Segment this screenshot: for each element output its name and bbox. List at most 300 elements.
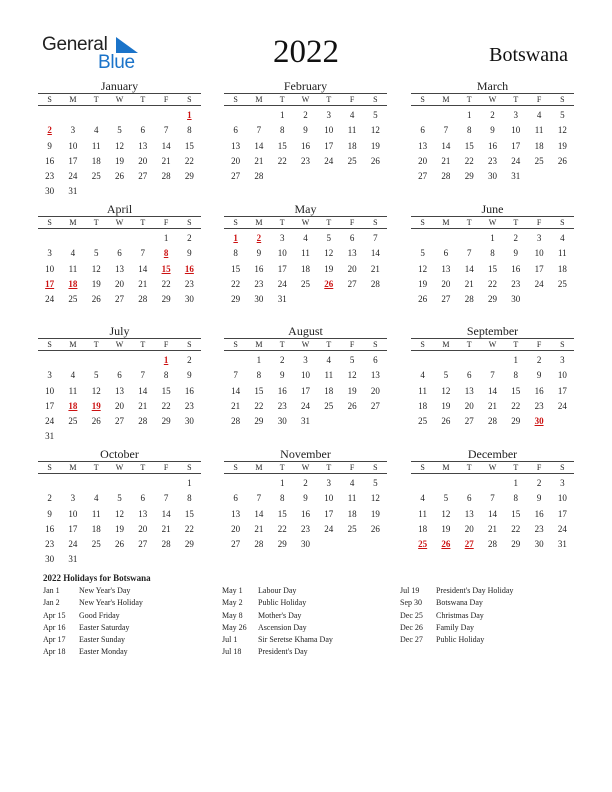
holiday-day-cell: 1 xyxy=(187,110,192,120)
day-cell: 9 xyxy=(187,248,192,259)
empty-day-cell xyxy=(411,353,434,368)
empty-day-cell xyxy=(434,231,457,246)
empty-day-cell xyxy=(224,108,247,123)
day-cell: 4 xyxy=(326,355,332,365)
holiday-name: Public Holiday xyxy=(258,598,307,608)
day-cell: 30 xyxy=(487,171,497,182)
day-cell: 16 xyxy=(511,263,521,274)
day-cell: 20 xyxy=(441,278,451,289)
empty-day-cell xyxy=(458,353,481,368)
holiday-day-cell: 2 xyxy=(256,233,262,243)
day-cell: 25 xyxy=(534,155,544,166)
holiday-name: Ascension Day xyxy=(258,622,307,632)
day-cell: 4 xyxy=(70,370,76,381)
day-cell: 13 xyxy=(370,370,380,381)
day-cell: 22 xyxy=(161,278,171,289)
day-cell: 26 xyxy=(557,155,567,166)
holiday-name: Good Friday xyxy=(79,610,120,620)
day-cell: 20 xyxy=(464,523,474,534)
weekday-label: F xyxy=(163,95,169,104)
day-cell: 24 xyxy=(300,400,310,411)
empty-day-cell xyxy=(224,353,247,368)
month-november xyxy=(224,447,387,552)
day-grid xyxy=(38,476,201,568)
day-cell: 17 xyxy=(68,155,78,166)
weekday-label: S xyxy=(233,218,238,227)
weekday-label: S xyxy=(373,340,378,349)
day-cell: 3 xyxy=(326,478,332,488)
day-cell: 23 xyxy=(300,155,310,166)
weekday-label: T xyxy=(279,218,285,227)
holiday-date: Sep 30 xyxy=(400,598,422,608)
holiday-day-cell: 15 xyxy=(161,263,171,274)
day-cell: 4 xyxy=(536,110,542,120)
day-cell: 16 xyxy=(300,508,310,519)
month-name: December xyxy=(467,447,518,461)
day-cell: 27 xyxy=(138,171,148,182)
weekday-label: S xyxy=(420,340,425,349)
day-cell: 4 xyxy=(420,493,425,504)
day-cell: 19 xyxy=(114,523,124,534)
day-grid xyxy=(224,231,387,307)
weekday-label: F xyxy=(349,95,355,104)
holiday-date: May 26 xyxy=(222,622,247,632)
weekday-label: T xyxy=(513,340,519,349)
holiday-column xyxy=(222,585,400,659)
holiday-day-cell: 16 xyxy=(184,263,194,274)
day-cell: 14 xyxy=(138,263,148,274)
day-cell: 25 xyxy=(68,294,78,305)
day-cell: 5 xyxy=(93,370,99,381)
day-cell: 25 xyxy=(324,400,334,411)
day-cell: 19 xyxy=(441,523,451,534)
day-cell: 3 xyxy=(560,478,565,488)
weekday-header xyxy=(411,461,574,474)
day-cell: 28 xyxy=(231,416,241,427)
day-cell: 4 xyxy=(560,233,565,243)
day-cell: 25 xyxy=(347,155,357,166)
weekday-label: M xyxy=(69,218,77,227)
holiday-entry xyxy=(222,585,400,597)
day-cell: 4 xyxy=(420,370,425,381)
holiday-date: Apr 18 xyxy=(43,647,66,657)
day-cell: 13 xyxy=(418,140,428,151)
holiday-name: Easter Sunday xyxy=(79,635,125,645)
holiday-entry xyxy=(43,585,222,597)
weekday-label: T xyxy=(279,463,285,472)
weekday-label: T xyxy=(326,95,332,104)
day-cell: 3 xyxy=(47,370,52,381)
day-cell: 17 xyxy=(534,263,544,274)
day-cell: 25 xyxy=(300,278,310,289)
empty-day-cell xyxy=(85,353,108,368)
day-cell: 24 xyxy=(277,278,287,289)
day-cell: 18 xyxy=(91,523,101,534)
day-cell: 4 xyxy=(70,248,76,259)
empty-day-cell xyxy=(458,476,481,491)
day-cell: 20 xyxy=(231,523,241,534)
weekday-label: S xyxy=(560,463,565,472)
day-cell: 18 xyxy=(347,508,357,519)
day-cell: 7 xyxy=(256,125,262,136)
day-cell: 29 xyxy=(161,294,171,305)
day-cell: 17 xyxy=(557,385,567,396)
empty-day-cell xyxy=(108,108,131,123)
holiday-entry xyxy=(43,597,222,609)
day-cell: 28 xyxy=(254,539,264,550)
day-grid xyxy=(224,476,387,552)
day-cell: 28 xyxy=(138,294,148,305)
weekday-label: T xyxy=(466,463,472,472)
weekday-label: T xyxy=(140,95,146,104)
month-february xyxy=(224,79,387,184)
day-cell: 11 xyxy=(91,140,101,151)
day-cell: 19 xyxy=(370,140,380,151)
weekday-label: F xyxy=(536,340,542,349)
weekday-label: S xyxy=(420,95,425,104)
holiday-list-title: 2022 Holidays for Botswana xyxy=(43,573,151,583)
day-cell: 5 xyxy=(93,248,99,259)
day-cell: 10 xyxy=(45,385,55,396)
weekday-label: S xyxy=(373,218,378,227)
day-cell: 5 xyxy=(326,233,332,243)
day-cell: 12 xyxy=(91,385,101,396)
month-name: March xyxy=(476,79,509,93)
day-cell: 7 xyxy=(233,370,238,381)
day-cell: 8 xyxy=(513,370,519,381)
day-cell: 15 xyxy=(184,508,194,519)
day-cell: 6 xyxy=(349,233,355,243)
day-cell: 11 xyxy=(91,508,101,519)
empty-day-cell xyxy=(131,353,154,368)
day-cell: 15 xyxy=(231,263,241,274)
weekday-label: F xyxy=(163,218,169,227)
weekday-label: S xyxy=(560,340,565,349)
weekday-label: T xyxy=(466,340,472,349)
weekday-label: S xyxy=(187,218,192,227)
day-cell: 22 xyxy=(254,400,264,411)
day-cell: 9 xyxy=(279,370,285,381)
day-cell: 22 xyxy=(511,523,521,534)
day-cell: 16 xyxy=(487,140,497,151)
day-cell: 10 xyxy=(277,248,287,259)
day-cell: 27 xyxy=(347,278,357,289)
holiday-date: Apr 15 xyxy=(43,610,66,620)
day-cell: 2 xyxy=(536,478,542,488)
day-cell: 3 xyxy=(303,355,308,365)
day-cell: 7 xyxy=(373,233,378,243)
day-grid xyxy=(411,353,574,429)
weekday-label: M xyxy=(69,95,77,104)
day-cell: 7 xyxy=(490,493,495,504)
day-cell: 8 xyxy=(187,125,192,136)
holiday-name: Christmas Day xyxy=(436,610,484,620)
day-cell: 16 xyxy=(184,385,194,396)
day-cell: 22 xyxy=(277,155,287,166)
empty-day-cell xyxy=(61,353,84,368)
weekday-label: S xyxy=(47,340,52,349)
day-cell: 20 xyxy=(418,155,428,166)
weekday-label: T xyxy=(93,218,99,227)
day-cell: 16 xyxy=(277,385,287,396)
month-march xyxy=(411,79,574,184)
weekday-label: S xyxy=(187,340,192,349)
day-cell: 6 xyxy=(117,248,122,259)
day-cell: 3 xyxy=(513,110,519,120)
empty-day-cell xyxy=(108,231,131,246)
month-september xyxy=(411,324,574,429)
day-cell: 29 xyxy=(277,539,287,550)
weekday-label: T xyxy=(93,95,99,104)
day-cell: 30 xyxy=(184,294,194,305)
weekday-label: F xyxy=(536,218,542,227)
holiday-date: Dec 26 xyxy=(400,622,423,632)
weekday-label: S xyxy=(373,95,378,104)
day-cell: 26 xyxy=(91,294,101,305)
day-cell: 10 xyxy=(68,508,78,519)
day-cell: 11 xyxy=(301,248,310,259)
day-cell: 3 xyxy=(70,125,76,136)
day-cell: 11 xyxy=(558,248,567,259)
day-cell: 2 xyxy=(490,110,495,120)
day-cell: 19 xyxy=(347,385,357,396)
day-cell: 30 xyxy=(277,416,287,427)
day-cell: 26 xyxy=(370,523,380,534)
weekday-label: M xyxy=(442,463,450,472)
weekday-label: S xyxy=(560,218,565,227)
day-cell: 28 xyxy=(138,416,148,427)
holiday-entry xyxy=(400,585,580,597)
day-cell: 23 xyxy=(45,539,55,550)
day-cell: 13 xyxy=(464,385,474,396)
day-cell: 22 xyxy=(184,155,194,166)
weekday-label: F xyxy=(349,218,355,227)
empty-day-cell xyxy=(108,476,131,491)
day-cell: 8 xyxy=(513,493,519,504)
holiday-entry xyxy=(400,622,580,634)
weekday-header xyxy=(38,338,201,351)
day-cell: 12 xyxy=(370,125,380,136)
day-cell: 21 xyxy=(161,155,171,166)
day-cell: 17 xyxy=(300,385,310,396)
day-cell: 6 xyxy=(443,248,449,259)
month-name: October xyxy=(100,447,139,461)
day-cell: 26 xyxy=(114,539,124,550)
weekday-header xyxy=(38,461,201,474)
holiday-entry xyxy=(43,622,222,634)
day-cell: 4 xyxy=(93,125,99,136)
day-cell: 1 xyxy=(513,355,519,365)
weekday-label: W xyxy=(301,218,310,227)
day-cell: 14 xyxy=(138,385,148,396)
day-cell: 18 xyxy=(418,400,428,411)
holiday-day-cell: 17 xyxy=(45,278,55,289)
holiday-list xyxy=(43,573,583,659)
weekday-header xyxy=(38,93,201,106)
day-cell: 22 xyxy=(464,155,474,166)
day-cell: 27 xyxy=(231,539,241,550)
day-cell: 24 xyxy=(45,294,55,305)
day-cell: 28 xyxy=(487,416,497,427)
day-cell: 21 xyxy=(464,278,474,289)
day-cell: 23 xyxy=(300,523,310,534)
day-cell: 28 xyxy=(487,539,497,550)
weekday-label: T xyxy=(513,463,519,472)
day-cell: 18 xyxy=(324,385,334,396)
empty-day-cell xyxy=(411,231,434,246)
day-cell: 29 xyxy=(161,416,171,427)
holiday-day-cell: 8 xyxy=(163,248,169,259)
empty-day-cell xyxy=(38,231,61,246)
day-cell: 6 xyxy=(466,493,472,504)
day-cell: 23 xyxy=(534,400,544,411)
day-cell: 11 xyxy=(418,385,427,396)
day-cell: 8 xyxy=(490,248,495,259)
day-cell: 4 xyxy=(349,110,355,120)
weekday-label: M xyxy=(69,340,77,349)
weekday-label: S xyxy=(373,463,378,472)
day-cell: 6 xyxy=(233,125,238,136)
day-cell: 12 xyxy=(441,508,451,519)
day-cell: 15 xyxy=(161,385,171,396)
day-cell: 2 xyxy=(513,233,519,243)
day-cell: 17 xyxy=(557,508,567,519)
weekday-label: W xyxy=(301,340,310,349)
month-august xyxy=(224,324,387,429)
holiday-date: Jan 1 xyxy=(43,586,60,595)
day-cell: 30 xyxy=(184,416,194,427)
holiday-entry xyxy=(222,646,400,658)
day-cell: 1 xyxy=(279,110,285,120)
day-cell: 21 xyxy=(254,155,264,166)
holiday-date: Dec 25 xyxy=(400,610,423,620)
day-cell: 20 xyxy=(464,400,474,411)
day-cell: 6 xyxy=(140,493,146,504)
holiday-name: Labour Day xyxy=(258,586,297,595)
day-cell: 13 xyxy=(231,508,241,519)
day-cell: 15 xyxy=(511,508,521,519)
day-cell: 17 xyxy=(324,140,334,151)
day-cell: 24 xyxy=(68,171,78,182)
day-cell: 22 xyxy=(184,523,194,534)
holiday-name: Easter Monday xyxy=(79,647,128,657)
day-cell: 29 xyxy=(184,539,194,550)
day-cell: 31 xyxy=(68,554,78,565)
holiday-entry xyxy=(43,610,222,622)
day-cell: 10 xyxy=(511,125,521,136)
day-cell: 14 xyxy=(254,508,264,519)
day-cell: 10 xyxy=(300,370,310,381)
day-cell: 3 xyxy=(279,233,285,243)
holiday-day-cell: 1 xyxy=(233,233,238,243)
day-cell: 29 xyxy=(254,416,264,427)
holiday-name: New Year's Holiday xyxy=(79,598,143,608)
day-cell: 20 xyxy=(114,400,124,411)
day-cell: 16 xyxy=(300,140,310,151)
day-cell: 24 xyxy=(511,155,521,166)
weekday-label: T xyxy=(513,218,519,227)
weekday-label: T xyxy=(513,95,519,104)
day-cell: 1 xyxy=(490,233,495,243)
weekday-label: S xyxy=(233,463,238,472)
holiday-day-cell: 2 xyxy=(47,125,52,136)
weekday-label: W xyxy=(488,95,497,104)
day-cell: 1 xyxy=(513,478,519,488)
holiday-date: Dec 27 xyxy=(400,635,423,645)
weekday-header xyxy=(411,93,574,106)
day-cell: 20 xyxy=(114,278,124,289)
weekday-label: M xyxy=(255,218,263,227)
holiday-day-cell: 19 xyxy=(91,400,101,411)
day-cell: 5 xyxy=(117,125,122,136)
holiday-name: Family Day xyxy=(436,622,474,632)
empty-day-cell xyxy=(247,476,270,491)
weekday-label: W xyxy=(488,218,497,227)
empty-day-cell xyxy=(85,231,108,246)
day-cell: 14 xyxy=(161,140,171,151)
day-cell: 21 xyxy=(161,523,171,534)
day-cell: 1 xyxy=(279,478,285,488)
day-cell: 8 xyxy=(466,125,472,136)
weekday-header xyxy=(224,461,387,474)
empty-day-cell xyxy=(224,476,247,491)
month-name: April xyxy=(106,202,133,216)
month-name: June xyxy=(481,202,504,216)
day-cell: 9 xyxy=(187,370,192,381)
weekday-label: W xyxy=(301,463,310,472)
day-cell: 7 xyxy=(490,370,495,381)
day-cell: 28 xyxy=(464,294,474,305)
day-cell: 14 xyxy=(464,263,474,274)
empty-day-cell xyxy=(61,108,84,123)
weekday-label: S xyxy=(233,95,238,104)
day-grid xyxy=(38,231,201,307)
empty-day-cell xyxy=(434,353,457,368)
day-cell: 9 xyxy=(256,248,262,259)
calendar-country: Botswana xyxy=(489,44,568,66)
day-cell: 12 xyxy=(557,125,567,136)
day-cell: 11 xyxy=(347,493,357,504)
day-cell: 19 xyxy=(91,278,101,289)
day-cell: 21 xyxy=(231,400,241,411)
day-cell: 20 xyxy=(370,385,380,396)
day-cell: 13 xyxy=(114,385,124,396)
day-grid xyxy=(411,108,574,184)
day-cell: 12 xyxy=(114,508,124,519)
day-cell: 25 xyxy=(91,539,101,550)
weekday-label: M xyxy=(255,340,263,349)
empty-day-cell xyxy=(458,231,481,246)
day-cell: 30 xyxy=(45,554,55,565)
day-cell: 23 xyxy=(254,278,264,289)
day-cell: 10 xyxy=(45,263,55,274)
day-grid xyxy=(38,353,201,445)
day-cell: 6 xyxy=(233,493,238,504)
holiday-day-cell: 18 xyxy=(68,400,78,411)
day-cell: 12 xyxy=(114,140,124,151)
day-cell: 27 xyxy=(418,171,428,182)
day-grid xyxy=(224,108,387,184)
empty-day-cell xyxy=(434,476,457,491)
day-cell: 29 xyxy=(511,539,521,550)
weekday-label: F xyxy=(163,340,169,349)
weekday-label: T xyxy=(466,95,472,104)
empty-day-cell xyxy=(434,108,457,123)
day-cell: 31 xyxy=(511,171,521,182)
day-cell: 12 xyxy=(370,493,380,504)
day-cell: 29 xyxy=(511,416,521,427)
day-cell: 18 xyxy=(91,155,101,166)
